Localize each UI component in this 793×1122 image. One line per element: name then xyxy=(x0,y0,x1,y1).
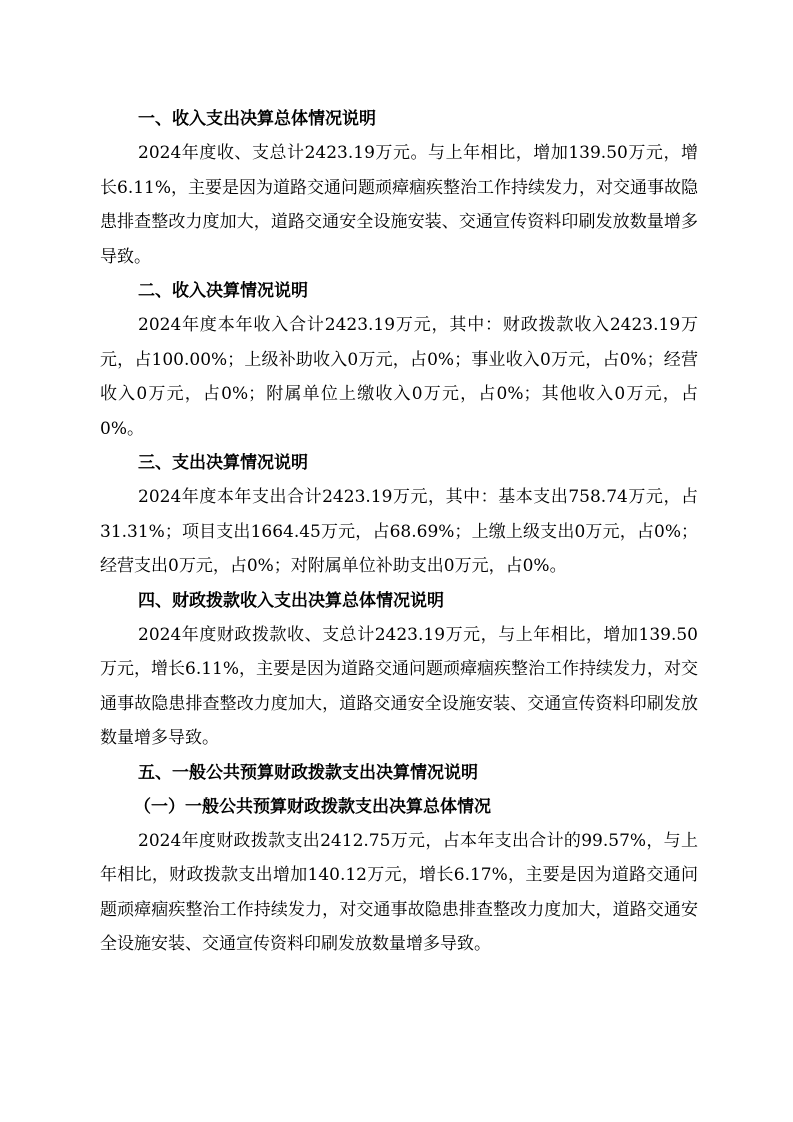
section-text-fiscal-allocation: 2024年度财政拨款收、支总计2423.19万元，与上年相比，增加139.50万元，增长6.11%，主要是因为道路交通问题顽瘴痼疾整治工作持续发力，对交通事故隐患排查整改力度加大，道路交通安全设施安装、交通宣传资料印刷发放数量增多导致。 xyxy=(100,624,699,748)
document-body xyxy=(100,102,698,962)
section-text-income: 2024年度本年收入合计2423.19万元，其中：财政拨款收入2423.19万元，占100.00%；上级补助收入0万元，占0%；事业收入0万元，占0%；经营收入0万元，占0%；附属单位上缴收入0万元，占0%；其他收入0万元，占0%。 xyxy=(100,315,698,439)
section-heading-expenditure: 三、支出决算情况说明 xyxy=(138,453,308,473)
section-heading-fiscal-allocation: 四、财政拨款收入支出决算总体情况说明 xyxy=(138,590,444,611)
section-heading-income: 二、收入决算情况说明 xyxy=(138,281,308,301)
section-text-general-budget: 2024年度财政拨款支出2412.75万元，占本年支出合计的99.57%，与上年相比，财政拨款支出增加140.12万元，增长6.17%，主要是因为道路交通问题顽瘴痼疾整治工作持续发力，对交通事故隐患排查整改力度加大，道路交通安全设施安装、交通宣传资料印刷发放数量增多导致。 xyxy=(100,830,698,954)
section-text-overall: 2024年度收、支总计2423.19万元。与上年相比，增加139.50万元，增长6.11%，主要是因为道路交通问题顽瘴痼疾整治工作持续发力，对交通事故隐患排查整改力度加大，道路交通安全设施安装、交通宣传资料印刷发放数量增多导致。 xyxy=(100,143,699,267)
subsection-heading-general-budget-overall: （一）一般公共预算财政拨款支出决算总体情况 xyxy=(134,796,491,817)
section-heading-general-budget: 五、一般公共预算财政拨款支出决算情况说明 xyxy=(138,762,478,783)
section-text-expenditure: 2024年度本年支出合计2423.19万元，其中：基本支出758.74万元，占31.31%；项目支出1664.45万元，占68.69%；上缴上级支出0万元，占0%；经营支出0万元，占0%；对附属单位补助支出0万元，占0%。 xyxy=(100,487,698,576)
section-heading-overall: 一、收入支出决算总体情况说明 xyxy=(138,109,376,129)
